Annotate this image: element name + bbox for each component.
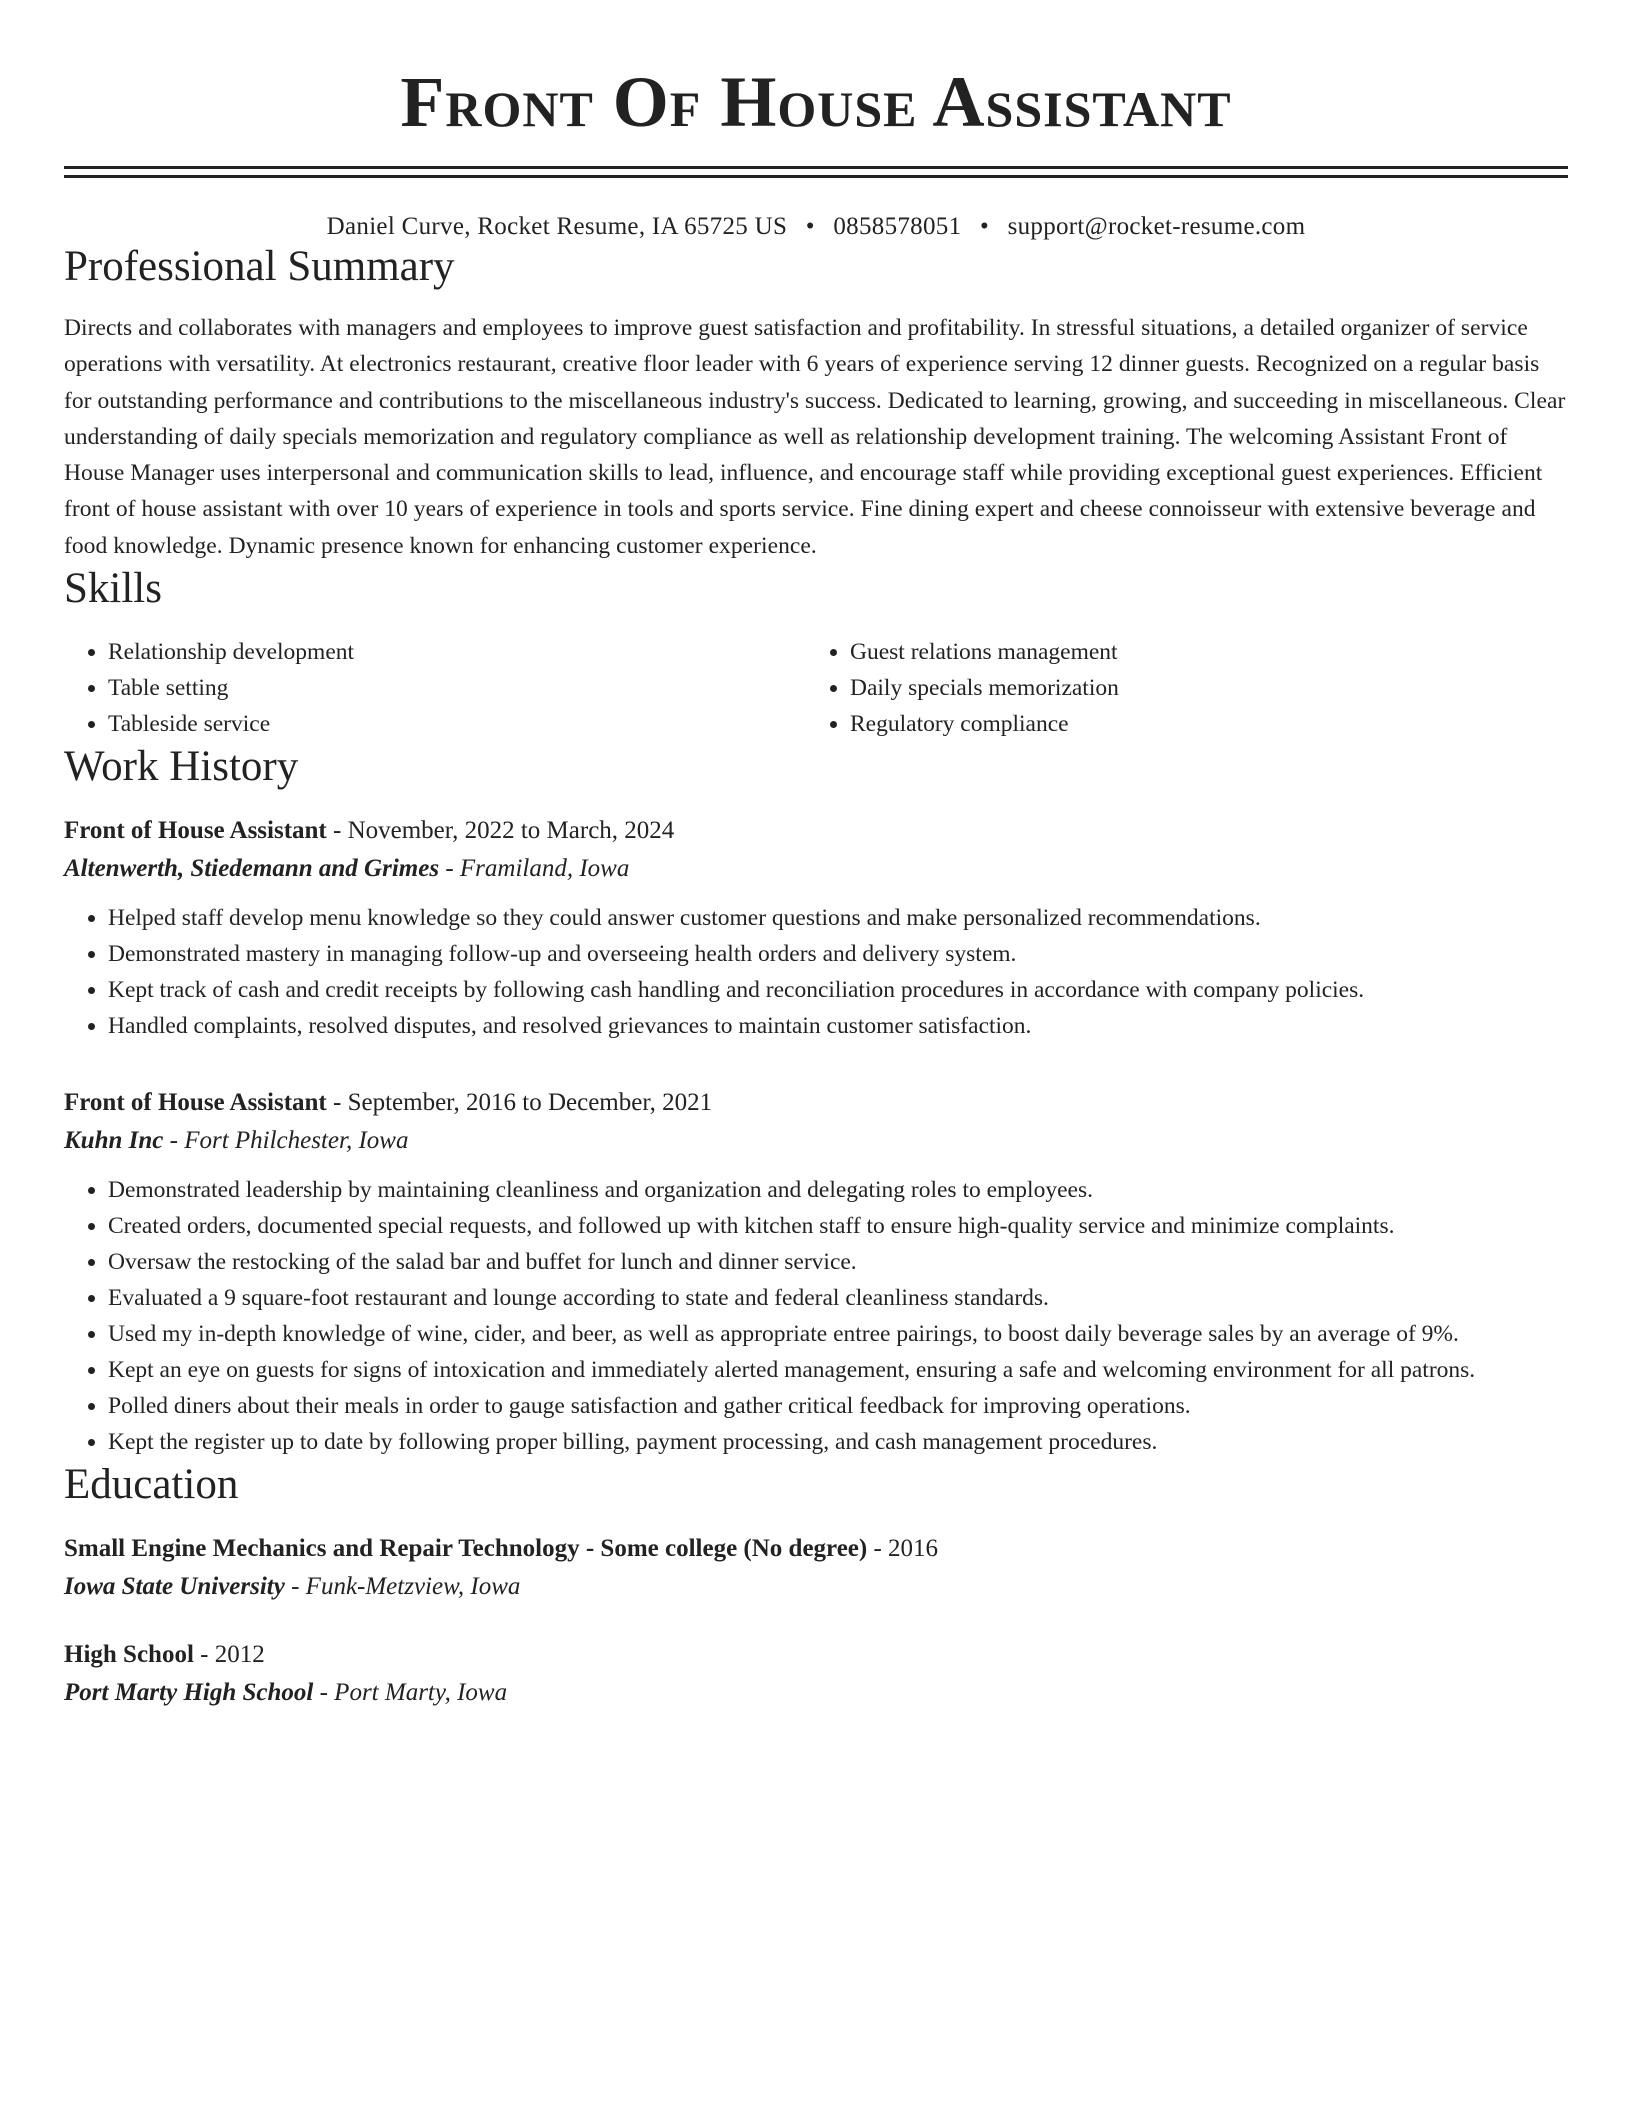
- responsibility-item: • Created orders, documented special requests, and followed up with kitchen staff to ensure high-quality service and minimize complaints.: [108, 1208, 1568, 1244]
- education-location: - Port Marty, Iowa: [319, 1679, 508, 1707]
- skills-list: [64, 634, 1568, 742]
- title-divider-thick: [64, 166, 1568, 169]
- job-responsibilities: [64, 900, 1568, 1044]
- education-degree: High School: [64, 1641, 194, 1669]
- education-location: - Funk-Metzview, Iowa: [291, 1573, 521, 1601]
- education-institution: [64, 1570, 1568, 1604]
- job-title: Front of House Assistant: [64, 1089, 327, 1117]
- job-dates: - November, 2022 to March, 2024: [333, 817, 675, 845]
- education-entry: [64, 1532, 1568, 1604]
- job-employer: [64, 1124, 1568, 1158]
- education-header: [64, 1638, 1568, 1672]
- job-location: - Framiland, Iowa: [445, 855, 630, 883]
- job-location: - Fort Philchester, Iowa: [169, 1127, 409, 1155]
- contact-address: Daniel Curve, Rocket Resume, IA 65725 US: [326, 213, 788, 240]
- contact-email: support@rocket-resume.com: [1007, 213, 1306, 240]
- contact-separator: •: [805, 213, 815, 240]
- resume-page: [64, 0, 1568, 1710]
- job-entry: [64, 1086, 1568, 1460]
- responsibility-item: • Handled complaints, resolved disputes, and resolved grievances to maintain customer satisfaction.: [108, 1008, 1568, 1044]
- job-entry: [64, 814, 1568, 1044]
- contact-separator: •: [979, 213, 989, 240]
- skill-item: • Table setting: [108, 670, 806, 706]
- resume-title: Front Of House Assistant: [400, 62, 1232, 142]
- title-divider-thin: [64, 175, 1568, 178]
- job-dates: - September, 2016 to December, 2021: [333, 1089, 713, 1117]
- skills-heading: Skills: [64, 565, 162, 613]
- responsibility-item: • Demonstrated mastery in managing follow-up and overseeing health orders and delivery system.: [108, 936, 1568, 972]
- job-header: [64, 1086, 1568, 1120]
- education-year: - 2012: [200, 1641, 265, 1669]
- education-heading: Education: [64, 1461, 239, 1509]
- responsibility-item: • Kept the register up to date by following proper billing, payment processing, and cash management procedures.: [108, 1424, 1568, 1460]
- education-school: Iowa State University: [64, 1573, 285, 1601]
- job-company: Altenwerth, Stiedemann and Grimes: [64, 855, 440, 883]
- skill-item: • Daily specials memorization: [850, 670, 1548, 706]
- responsibility-item: • Helped staff develop menu knowledge so they could answer customer questions and make personalized recommendations.: [108, 900, 1568, 936]
- job-header: [64, 814, 1568, 848]
- responsibility-item: • Kept an eye on guests for signs of intoxication and immediately alerted management, ensuring a safe and welcoming environment for all patrons.: [108, 1352, 1568, 1388]
- skills-column-right: [806, 634, 1548, 742]
- education-year: - 2016: [873, 1535, 939, 1563]
- job-employer: [64, 852, 1568, 886]
- education-entry: [64, 1638, 1568, 1710]
- skill-item: • Regulatory compliance: [850, 706, 1548, 742]
- work-history-heading: Work History: [64, 743, 299, 791]
- responsibility-item: • Used my in-depth knowledge of wine, cider, and beer, as well as appropriate entree pairings, to boost daily beverage sales by an average of 9%.: [108, 1316, 1568, 1352]
- responsibility-item: • Oversaw the restocking of the salad bar and buffet for lunch and dinner service.: [108, 1244, 1568, 1280]
- responsibility-item: • Polled diners about their meals in order to gauge satisfaction and gather critical feedback for improving operations.: [108, 1388, 1568, 1424]
- education-degree: Small Engine Mechanics and Repair Technology - Some college (No degree): [64, 1535, 868, 1563]
- contact-line: [64, 212, 1568, 242]
- skill-item: • Guest relations management: [850, 634, 1548, 670]
- job-company: Kuhn Inc: [64, 1127, 164, 1155]
- job-responsibilities: [64, 1172, 1568, 1460]
- summary-text: Directs and collaborates with managers and employees to improve guest satisfaction and profitability. In stressful situations, a detailed organizer of service operations with versatility. At electronics restaurant, creative floor leader with 6 years of experience serving 12 dinner guests. Recognized on a regular basis for outstanding performance and contributions to the miscellaneous industry's success. Dedicated to learning, growing, and succeeding in miscellaneous. Clear understanding of daily specials memorization and regulatory compliance as well as relationship development training. The welcoming Assistant Front of House Manager uses interpersonal and communication skills to lead, influence, and encourage staff while providing exceptional guest experiences. Efficient front of house assistant with over 10 years of experience in tools and sports service. Fine dining expert and cheese connoisseur with extensive beverage and food knowledge. Dynamic presence known for enhancing customer experience.: [64, 315, 1566, 559]
- responsibility-item: • Kept track of cash and credit receipts by following cash handling and reconciliation procedures in accordance with company policies.: [108, 972, 1568, 1008]
- responsibility-item: • Demonstrated leadership by maintaining cleanliness and organization and delegating roles to employees.: [108, 1172, 1568, 1208]
- responsibility-item: • Evaluated a 9 square-foot restaurant and lounge according to state and federal cleanliness standards.: [108, 1280, 1568, 1316]
- education-institution: [64, 1676, 1568, 1710]
- education-school: Port Marty High School: [64, 1679, 314, 1707]
- education-header: [64, 1532, 1568, 1566]
- contact-phone: 0858578051: [833, 213, 962, 240]
- summary-heading: Professional Summary: [64, 243, 455, 290]
- job-title: Front of House Assistant: [64, 817, 327, 845]
- skill-item: • Tableside service: [108, 706, 806, 742]
- skills-column-left: [64, 634, 806, 742]
- skill-item: • Relationship development: [108, 634, 806, 670]
